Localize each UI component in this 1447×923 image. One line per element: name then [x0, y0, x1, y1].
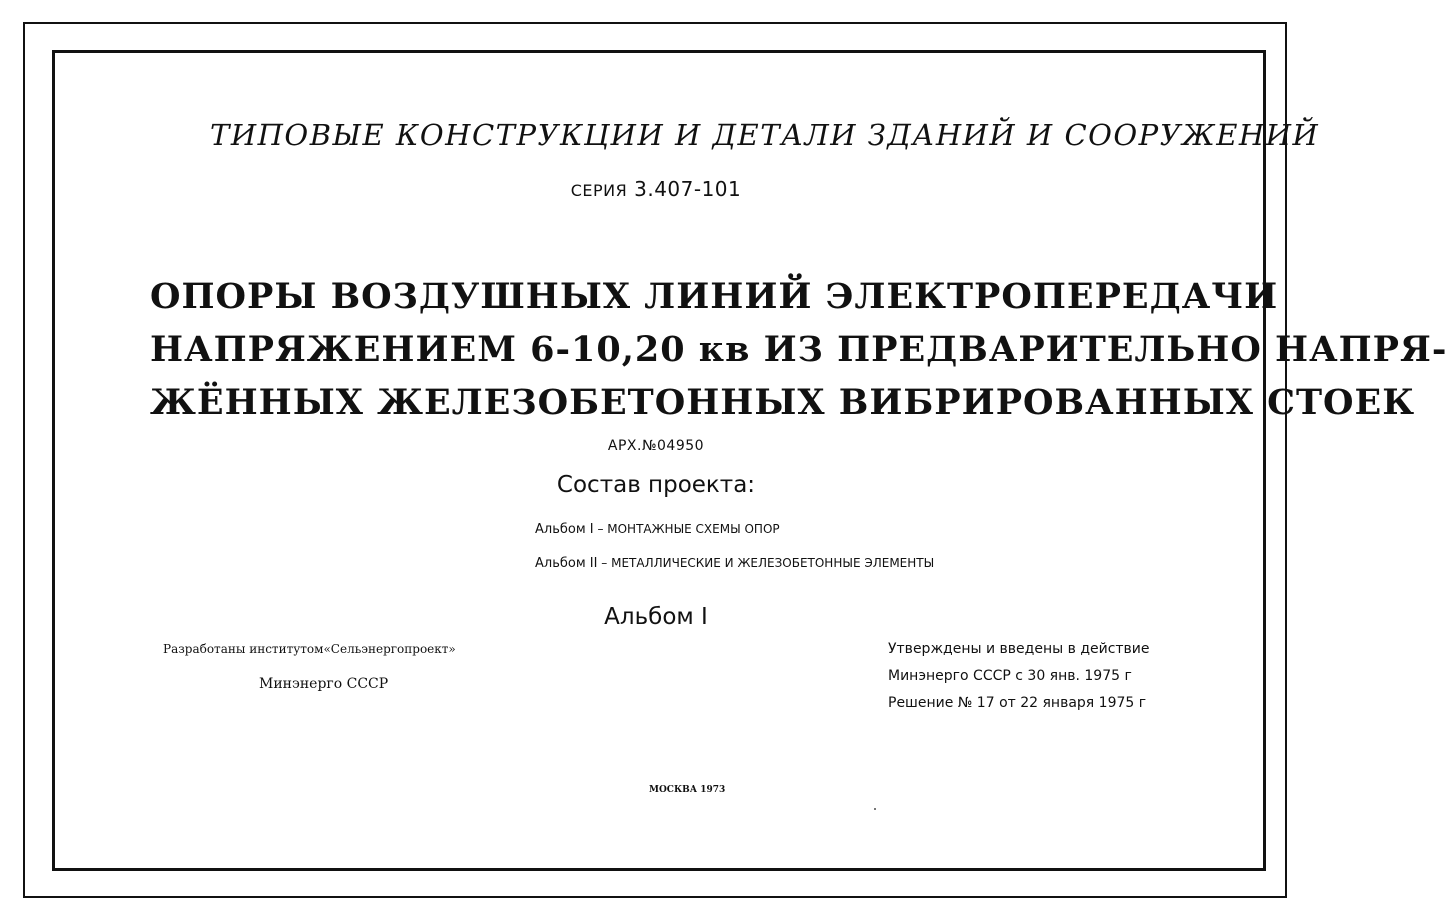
developer-line-2: Минэнерго СССР	[259, 676, 389, 692]
album-list-item	[535, 522, 780, 537]
series-number-value: 3.407-101	[634, 177, 742, 201]
series-number	[0, 177, 1312, 201]
developer-line-1: Разработаны институтом«Сельэнергопроект»	[163, 642, 456, 656]
approval-line-1: Утверждены и введены в действие	[888, 641, 1150, 657]
album-description: – МОНТАЖНЫЕ СХЕМЫ ОПОР	[597, 522, 780, 536]
approval-line-2: Минэнерго СССР с 30 янв. 1975 г	[888, 668, 1132, 684]
composition-heading: Состав проекта:	[556, 472, 756, 498]
city-year: МОСКВА 1973	[649, 785, 726, 795]
title-line-2: НАПРЯЖЕНИЕМ 6-10,20 кв ИЗ ПРЕДВАРИТЕЛЬНО НАПРЯ-	[150, 329, 1447, 370]
album-name: Альбом I	[535, 522, 594, 537]
album-description: – МЕТАЛЛИЧЕСКИЕ И ЖЕЛЕЗОБЕТОННЫЕ ЭЛЕМЕНТЫ	[601, 556, 935, 570]
title-line-3: ЖЁННЫХ ЖЕЛЕЗОБЕТОННЫХ ВИБРИРОВАННЫХ СТОЕК	[150, 382, 1416, 423]
series-label: СЕРИЯ	[570, 181, 628, 200]
album-name: Альбом II	[535, 556, 598, 571]
document-title	[150, 270, 1447, 429]
current-album: Альбом I	[604, 604, 708, 630]
album-list-item	[535, 556, 934, 571]
inner-border	[52, 50, 1447, 871]
series-title: ТИПОВЫЕ КОНСТРУКЦИИ И ДЕТАЛИ ЗДАНИЙ И СООРУЖЕНИЙ	[210, 118, 1320, 152]
archive-number: АРХ.№04950	[607, 438, 705, 454]
approval-line-3: Решение № 17 от 22 января 1975 г	[888, 695, 1147, 711]
title-line-1: ОПОРЫ ВОЗДУШНЫХ ЛИНИЙ ЭЛЕКТРОПЕРЕДАЧИ	[150, 276, 1279, 317]
scan-speck	[874, 808, 876, 810]
